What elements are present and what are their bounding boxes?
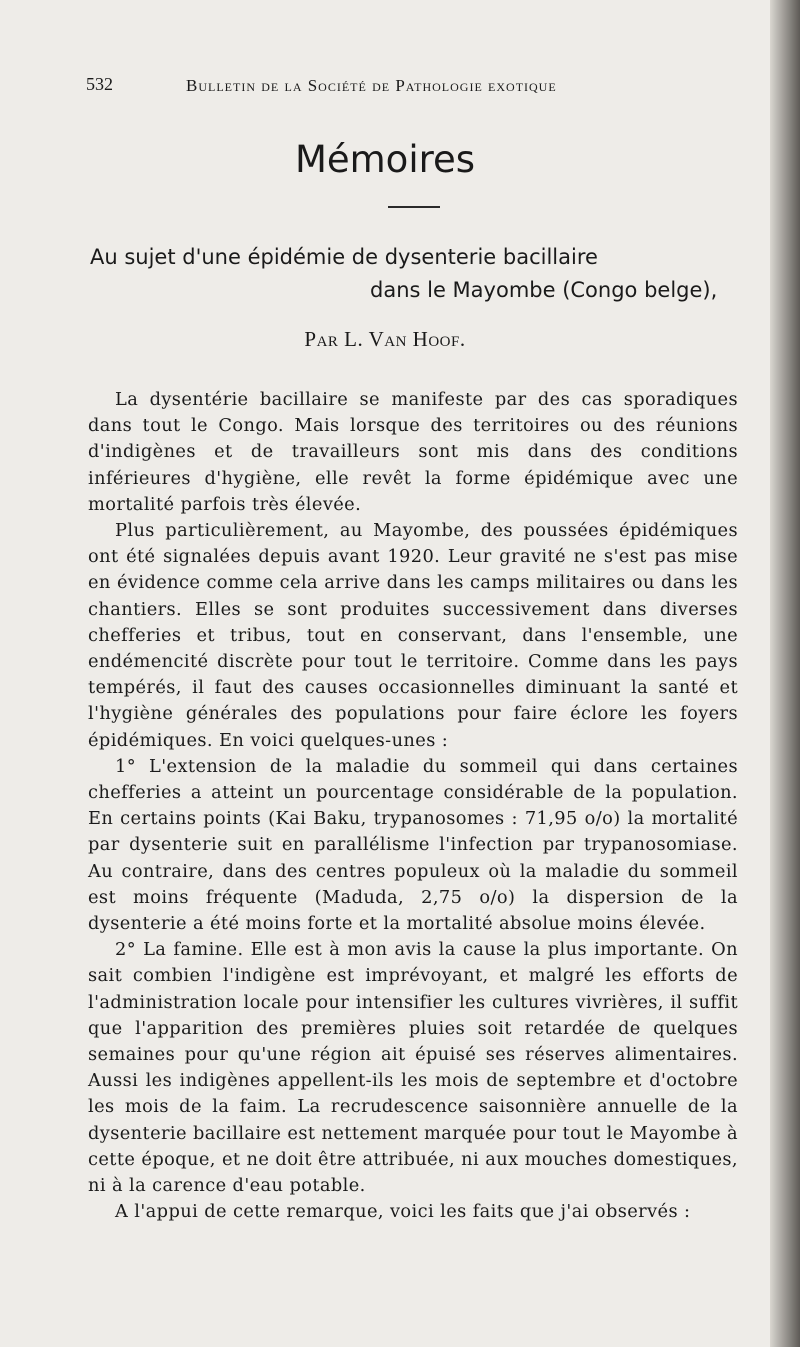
paragraph-cause-sleeping-sickness: 1° L'extension de la maladie du sommeil qui dans certaines chefferies a atteint un pourcentage considérable de la population. En certains points (Kai Baku, trypanosomes : 71,95 o/o) la mortalité par dysenterie suit en parallélisme l'infection par trypanosomiase. Au contraire, dans des centres populeux où la maladie du sommeil est moins fréquente (Maduda, 2,75 o/o) la dispersion de la dysenterie a été moins forte et la mortalité absolue moins élevée.: [88, 755, 738, 935]
running-title: Bulletin de la Société de Pathologie exotique: [186, 76, 557, 95]
article-body: [88, 387, 738, 1226]
article-title-line-1: Au sujet d'une épidémie de dysenterie bacillaire: [90, 245, 598, 269]
title-rule: [388, 206, 440, 208]
section-title: Mémoires: [294, 138, 476, 181]
page-header: [86, 68, 706, 98]
article-title-line-2: dans le Mayombe (Congo belge),: [370, 278, 718, 302]
paragraph-cause-famine: 2° La famine. Elle est à mon avis la cause la plus importante. On sait combien l'indigène est imprévoyant, et malgré les efforts de l'administration locale pour intensifier les cultures vivrières, il suffit que l'apparition des premières pluies soit retardée de quelques semaines pour qu'une région ait épuisé ses réserves alimentaires. Aussi les indigènes appellent-ils les mois de septembre et d'octobre les mois de la faim. La recrudescence saisonnière annuelle de la dysenterie bacillaire est nettement marquée pour tout le Mayombe à cette époque, et ne doit être attribuée, ni aux mouches domestiques, ni à la carence d'eau potable.: [88, 939, 738, 1197]
paragraph-mayombe: Plus particulièrement, au Mayombe, des poussées épidémiques ont été signalées depuis avant 1920. Leur gravité ne s'est pas mise en évidence comme cela arrive dans les camps militaires ou dans les chantiers. Elles se sont produites successivement dans diverses chefferies et tribus, tout en conservant, dans l'ensemble, une endémencité discrète pour tout le territoire. Comme dans les pays tempérés, il faut des causes occasionnelles diminuant la santé et l'hygiène générales des populations pour faire éclore les foyers épidémiques. En voici quelques-unes :: [88, 520, 738, 751]
page-number: 532: [86, 74, 113, 94]
paragraph-intro: La dysentérie bacillaire se manifeste par des cas sporadiques dans tout le Congo. Mais lorsque des territoires ou des réunions d'indigènes et de travailleurs sont mis dans des conditions inférieures d'hygiène, elle revêt la forme épidémique avec une mortalité parfois très élevée.: [88, 389, 738, 515]
author-byline: Par L. Van Hoof.: [304, 327, 466, 351]
page-edge-shadow: [770, 0, 800, 1347]
paragraph-observations: A l'appui de cette remarque, voici les faits que j'ai observés :: [115, 1201, 691, 1223]
